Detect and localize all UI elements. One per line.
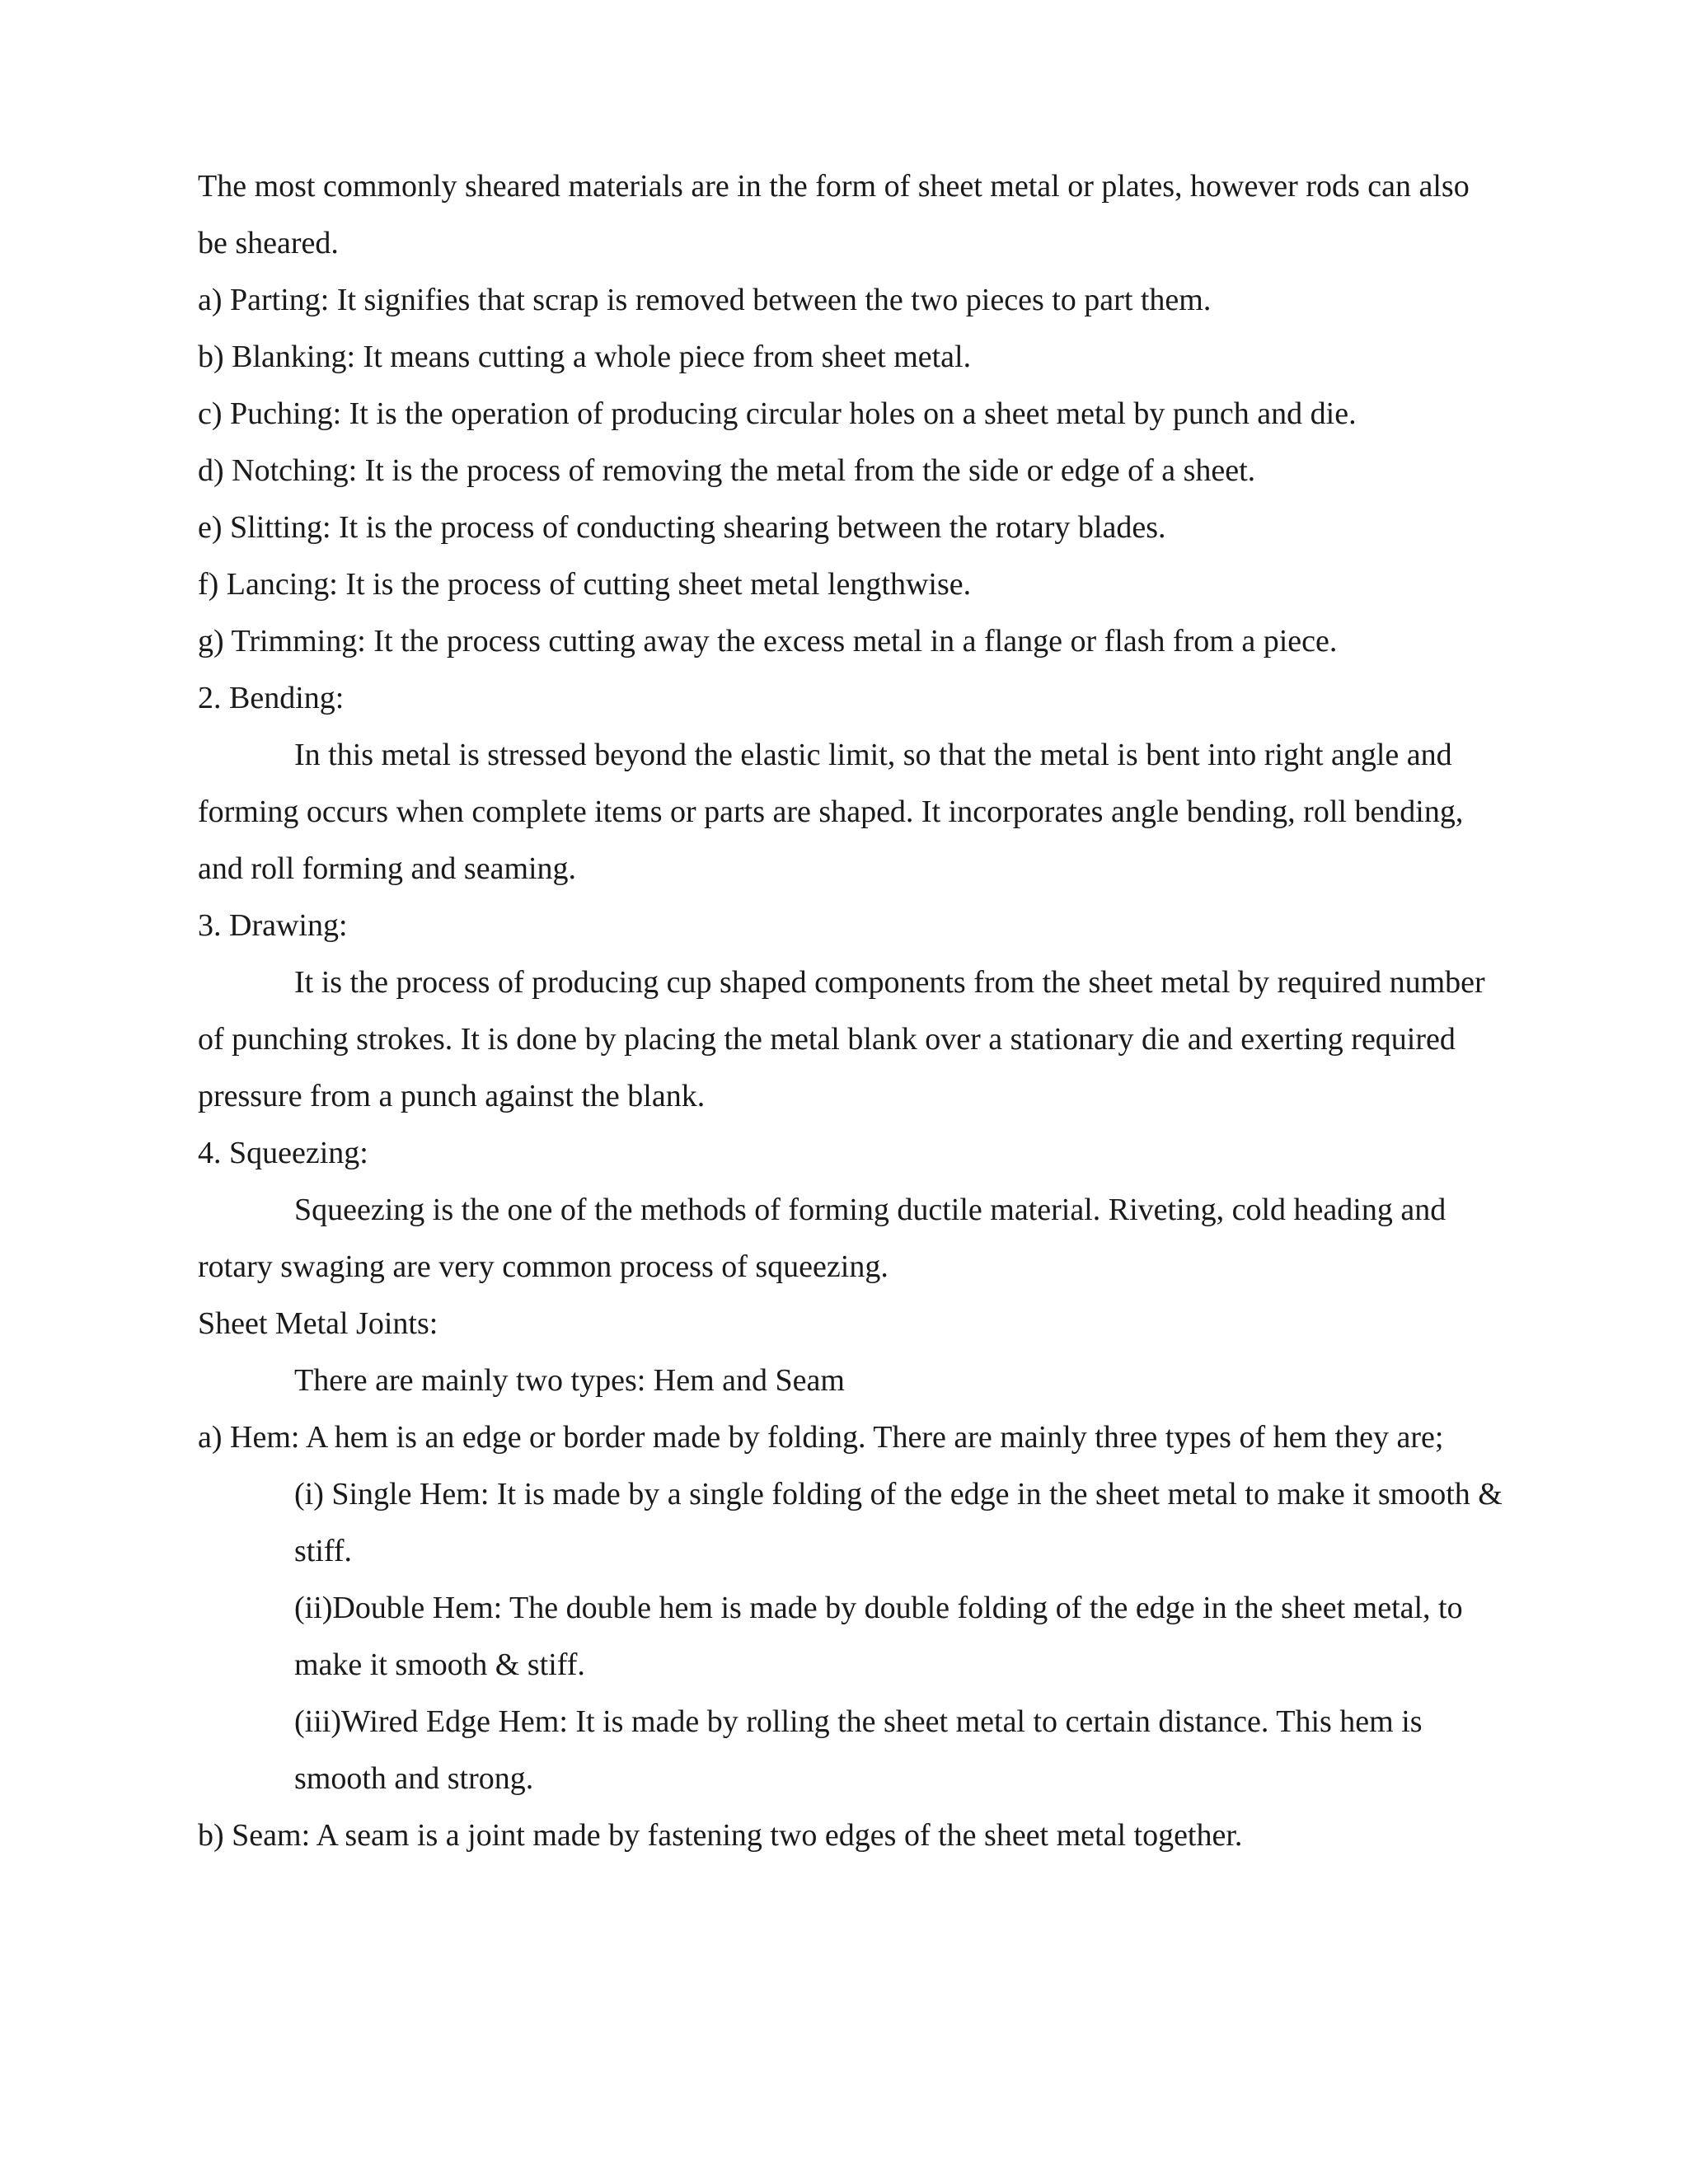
section-heading-squeezing: 4. Squeezing:	[198, 1136, 368, 1170]
text-line: d) Notching: It is the process of removing the metal from the side or edge of a sheet.	[198, 453, 1256, 488]
text-line: rotary swaging are very common process of squeezing.	[198, 1249, 889, 1284]
text-line: It is the process of producing cup shaped components from the sheet metal by required number	[294, 965, 1485, 1000]
text-line: (iii)Wired Edge Hem: It is made by rolling the sheet metal to certain distance. This hem is	[294, 1704, 1423, 1739]
text-line: pressure from a punch against the blank.	[198, 1079, 706, 1113]
text-line: smooth and strong.	[294, 1761, 534, 1796]
text-line: b) Seam: A seam is a joint made by fastening two edges of the sheet metal together.	[198, 1818, 1243, 1853]
text-line: In this metal is stressed beyond the elastic limit, so that the metal is bent into right angle and	[294, 738, 1452, 772]
text-line: c) Puching: It is the operation of producing circular holes on a sheet metal by punch and die.	[198, 396, 1357, 431]
text-line: (i) Single Hem: It is made by a single folding of the edge in the sheet metal to make it smooth &	[294, 1477, 1503, 1511]
text-line: of punching strokes. It is done by placing the metal blank over a stationary die and exerting required	[198, 1022, 1456, 1057]
text-line: g) Trimming: It the process cutting away the excess metal in a flange or flash from a piece.	[198, 624, 1338, 658]
text-line: stiff.	[294, 1534, 353, 1568]
text-line: forming occurs when complete items or parts are shaped. It incorporates angle bending, roll bending,	[198, 794, 1464, 829]
text-line: b) Blanking: It means cutting a whole piece from sheet metal.	[198, 340, 972, 374]
text-line: be sheared.	[198, 226, 339, 260]
text-line: Squeezing is the one of the methods of forming ductile material. Riveting, cold heading and	[294, 1193, 1447, 1227]
section-heading-sheet-metal-joints: Sheet Metal Joints:	[198, 1306, 438, 1341]
text-line: f) Lancing: It is the process of cutting sheet metal lengthwise.	[198, 567, 972, 602]
text-line: make it smooth & stiff.	[294, 1647, 585, 1682]
text-line: There are mainly two types: Hem and Seam	[294, 1363, 845, 1398]
text-line: e) Slitting: It is the process of conducting shearing between the rotary blades.	[198, 510, 1166, 545]
text-line: a) Parting: It signifies that scrap is removed between the two pieces to part them.	[198, 283, 1212, 317]
text-line: a) Hem: A hem is an edge or border made by folding. There are mainly three types of hem they are;	[198, 1420, 1444, 1455]
text-line: (ii)Double Hem: The double hem is made by double folding of the edge in the sheet metal, to	[294, 1591, 1463, 1625]
text-line: and roll forming and seaming.	[198, 851, 577, 886]
text-line: The most commonly sheared materials are in the form of sheet metal or plates, however rods can also	[198, 169, 1470, 204]
section-heading-bending: 2. Bending:	[198, 681, 345, 715]
section-heading-drawing: 3. Drawing:	[198, 908, 348, 943]
